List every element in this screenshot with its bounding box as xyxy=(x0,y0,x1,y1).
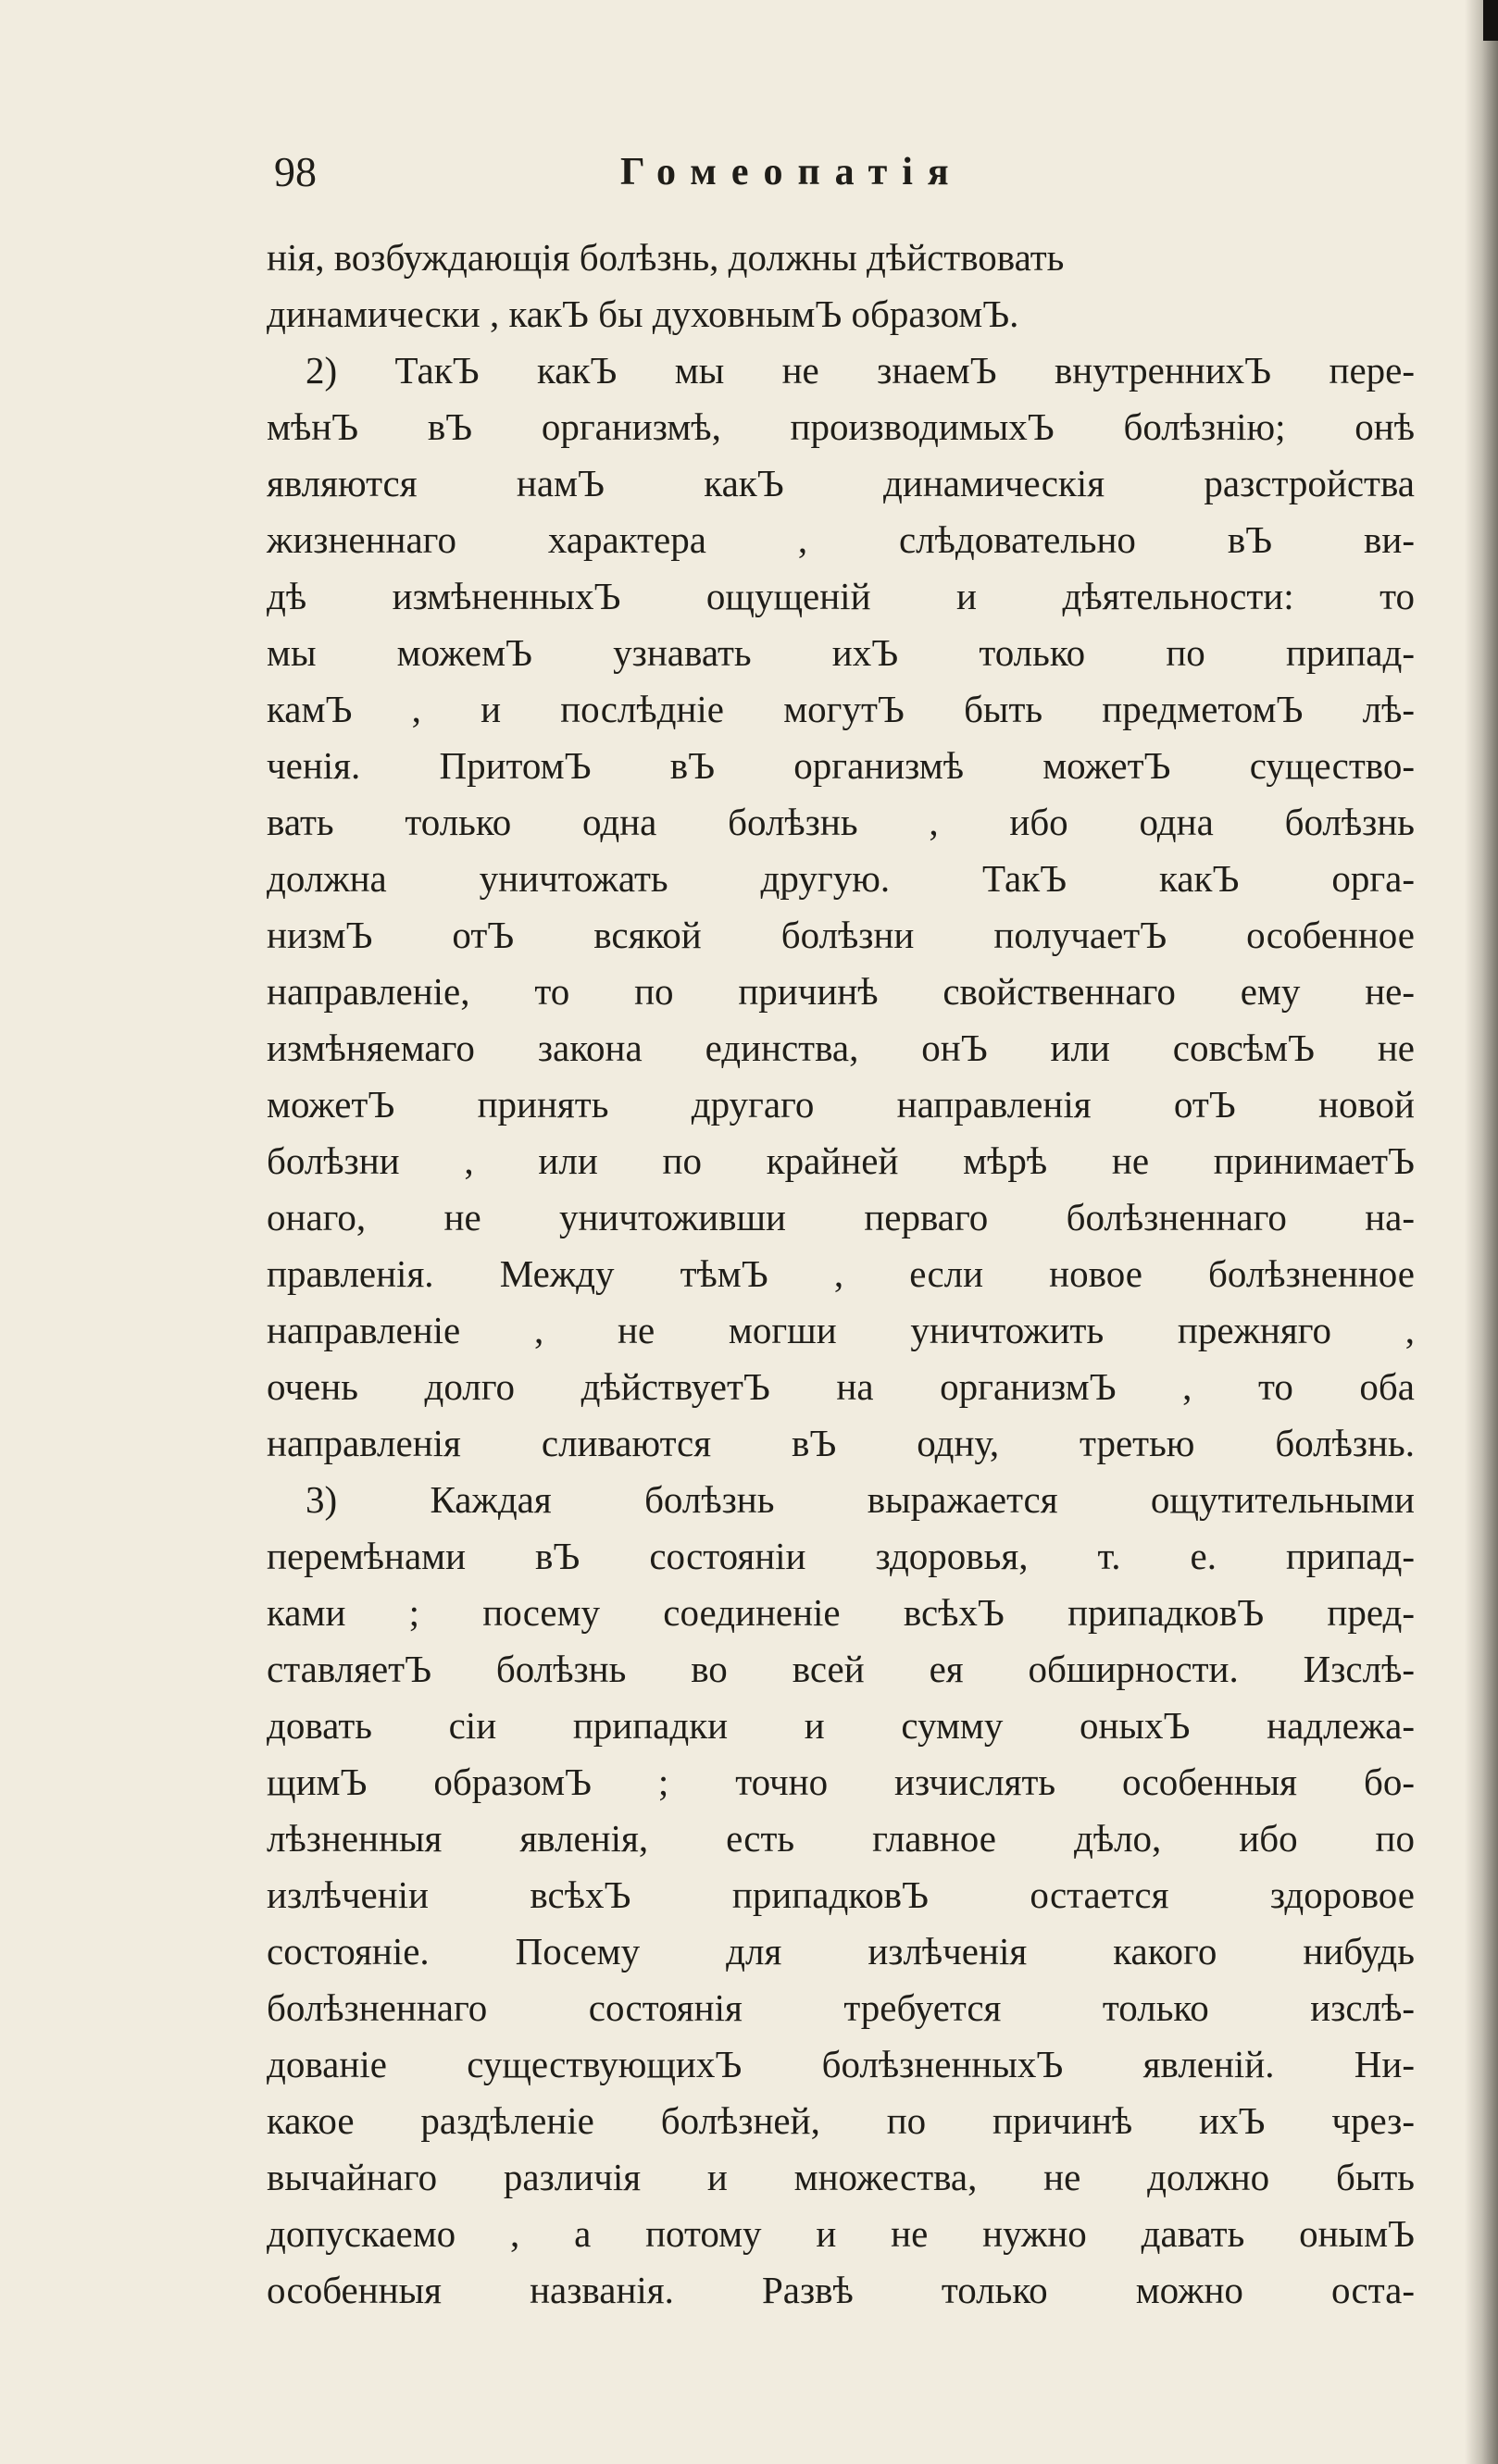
text-line: являются намЪ какЪ динамическія разстройства xyxy=(267,462,1415,504)
text-line: излѣченіи всѣхЪ припадковЪ остается здоровое xyxy=(267,1873,1415,1916)
text-line: очень долго дѣйствуетЪ на организмЪ , то оба xyxy=(267,1365,1415,1408)
text-line: дѣ измѣненныхЪ ощущеній и дѣятельности: то xyxy=(267,575,1415,617)
text-line: состояніе. Посему для излѣченія какого нибудь xyxy=(267,1930,1415,1972)
text-line: камЪ , и послѣдніе могутЪ быть предметомЪ лѣ- xyxy=(267,688,1415,730)
text-line: перемѣнами вЪ состояніи здоровья, т. е. припад- xyxy=(267,1535,1415,1577)
text-line: ставляетЪ болѣзнь во всей ея обширности. Изслѣ- xyxy=(267,1648,1415,1690)
running-title: Гомеопатія xyxy=(620,151,964,193)
text-line: динамически , какЪ бы духовнымЪ образомЪ. xyxy=(267,292,1019,335)
text-line: 3) Каждая болѣзнь выражается ощутительными xyxy=(306,1478,1415,1521)
text-line: вать только одна болѣзнь , ибо одна болѣзнь xyxy=(267,801,1415,843)
text-line: лѣзненныя явленія, есть главное дѣло, ибо по xyxy=(267,1817,1415,1860)
text-line: вычайнаго различія и множества, не должно быть xyxy=(267,2156,1415,2198)
text-line: довать сіи припадки и сумму оныхЪ надлежа- xyxy=(267,1704,1415,1747)
page-number: 98 xyxy=(274,148,317,195)
text-line: должна уничтожать другую. ТакЪ какЪ орга- xyxy=(267,857,1415,900)
text-line: дованіе существующихЪ болѣзненныхЪ явленій. Ни- xyxy=(267,2043,1415,2085)
text-line: можетЪ принять другаго направленія отЪ новой xyxy=(267,1083,1415,1126)
text-line: 2) ТакЪ какЪ мы не знаемЪ внутреннихЪ пере- xyxy=(306,349,1415,392)
body-text xyxy=(267,230,1415,2319)
text-line: направленіе, то по причинѣ свойственнаго ему не- xyxy=(267,970,1415,1013)
text-line: правленія. Между тѣмЪ , если новое болѣзненное xyxy=(267,1252,1415,1295)
text-line: направленіе , не могши уничтожить прежняго , xyxy=(267,1309,1415,1351)
text-line: особенныя названія. Развѣ только можно оста- xyxy=(267,2269,1415,2311)
text-line: жизненнаго характера , слѣдовательно вЪ ви- xyxy=(267,518,1415,561)
text-line: измѣняемаго закона единства, онЪ или совсѣмЪ не xyxy=(267,1027,1415,1069)
text-line: ченія. ПритомЪ вЪ организмѣ можетЪ существо- xyxy=(267,744,1415,787)
page-corner-dark xyxy=(1483,0,1498,41)
text-line: онаго, не уничтоживши перваго болѣзненнаго на- xyxy=(267,1196,1415,1238)
text-line: допускаемо , а потому и не нужно давать онымЪ xyxy=(267,2212,1415,2255)
text-line: мѣнЪ вЪ организмѣ, производимыхЪ болѣзнію; онѣ xyxy=(267,405,1415,448)
text-line: низмЪ отЪ всякой болѣзни получаетЪ особенное xyxy=(267,914,1415,956)
page-header xyxy=(0,139,1498,213)
text-line: ками ; посему соединеніе всѣхЪ припадковЪ пред- xyxy=(267,1591,1415,1634)
text-line: мы можемЪ узнавать ихЪ только по припад- xyxy=(267,631,1415,674)
text-line: болѣзни , или по крайней мѣрѣ не принимаетЪ xyxy=(267,1139,1415,1182)
page-edge-shadow xyxy=(1465,0,1498,2464)
text-line: какое раздѣленіе болѣзней, по причинѣ ихЪ чрез- xyxy=(267,2099,1415,2142)
text-line: щимЪ образомЪ ; точно изчислять особенныя бо- xyxy=(267,1761,1415,1803)
text-line: болѣзненнаго состоянія требуется только изслѣ- xyxy=(267,1986,1415,2029)
text-line: нія, возбуждающія болѣзнь, должны дѣйствовать xyxy=(267,236,1065,279)
text-line: направленія сливаются вЪ одну, третью болѣзнь. xyxy=(267,1422,1415,1464)
